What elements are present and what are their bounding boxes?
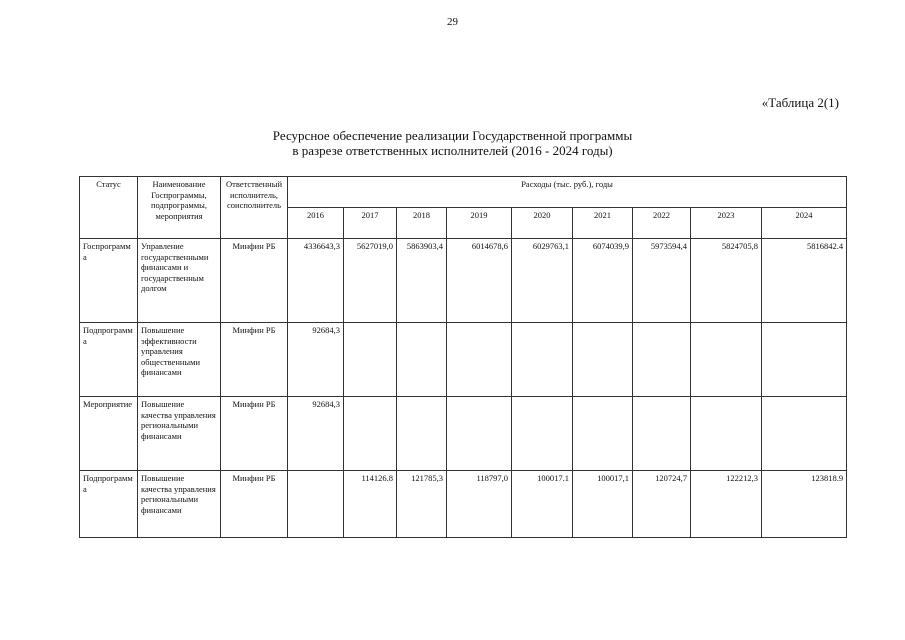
title-line-1: Ресурсное обеспечение реализации Государственной программы [272,128,633,143]
cell-value [633,397,691,471]
cell-value [344,323,397,397]
cell-name: Повышение эффективности управления общественными финансами [138,323,221,397]
cell-value [512,397,573,471]
cell-value: 120724,7 [633,471,691,538]
cell-value: 92684,3 [288,397,344,471]
cell-value [447,397,512,471]
cell-executor: Минфин РБ [221,323,288,397]
cell-name: Управление государственными финансами и государственным долгом [138,239,221,323]
cell-value: 114126.8 [344,471,397,538]
cell-value: 121785,3 [397,471,447,538]
cell-value [762,323,847,397]
header-year: 2023 [691,208,762,239]
table-reference: «Таблица 2(1) [761,95,839,110]
cell-value: 4336643,3 [288,239,344,323]
title-line-2: в разрезе ответственных исполнителей (2016 - 2024 годы) [292,143,613,158]
cell-value: 123818.9 [762,471,847,538]
cell-value: 6074039,9 [573,239,633,323]
cell-executor: Минфин РБ [221,397,288,471]
cell-value: 92684,3 [288,323,344,397]
cell-value: 5824705,8 [691,239,762,323]
cell-value: 118797,0 [447,471,512,538]
header-expenses: Расходы (тыс. руб.), годы [288,177,847,208]
cell-status: Мероприятие [80,397,138,471]
cell-value [512,323,573,397]
cell-value [691,397,762,471]
cell-value [573,397,633,471]
cell-value: 5973594,4 [633,239,691,323]
header-year: 2022 [633,208,691,239]
table-row [80,397,847,471]
cell-executor: Минфин РБ [221,471,288,538]
cell-executor: Минфин РБ [221,239,288,323]
header-executor: Ответственный исполнитель, соисполнитель [221,177,288,239]
cell-value [633,323,691,397]
cell-value: 100017.1 [512,471,573,538]
header-row [80,177,847,208]
header-year: 2018 [397,208,447,239]
cell-name: Повышение качества управления региональными финансами [138,471,221,538]
page-number: 29 [447,16,458,28]
header-year: 2017 [344,208,397,239]
cell-value: 5863903,4 [397,239,447,323]
cell-value [573,323,633,397]
cell-value: 122212,3 [691,471,762,538]
cell-value [447,323,512,397]
table-row [80,323,847,397]
header-name: Наименование Госпрограммы, подпрограммы, мероприятия [138,177,221,239]
header-year: 2020 [512,208,573,239]
cell-value: 5816842.4 [762,239,847,323]
header-year: 2024 [762,208,847,239]
cell-value: 100017,1 [573,471,633,538]
cell-status: Подпрограмма [80,323,138,397]
cell-value: 5627019,0 [344,239,397,323]
table-title [0,128,905,158]
table-row [80,239,847,323]
cell-value: 6029763,1 [512,239,573,323]
cell-status: Подпрограмма [80,471,138,538]
header-year: 2016 [288,208,344,239]
cell-name: Повышение качества управления региональными финансами [138,397,221,471]
cell-value [762,397,847,471]
resource-table [79,176,847,538]
cell-value [397,323,447,397]
cell-value [344,397,397,471]
cell-value [288,471,344,538]
cell-value [691,323,762,397]
header-status: Статус [80,177,138,239]
table-row [80,471,847,538]
header-year: 2021 [573,208,633,239]
header-year: 2019 [447,208,512,239]
cell-value [397,397,447,471]
cell-status: Госпрограмма [80,239,138,323]
cell-value: 6014678,6 [447,239,512,323]
